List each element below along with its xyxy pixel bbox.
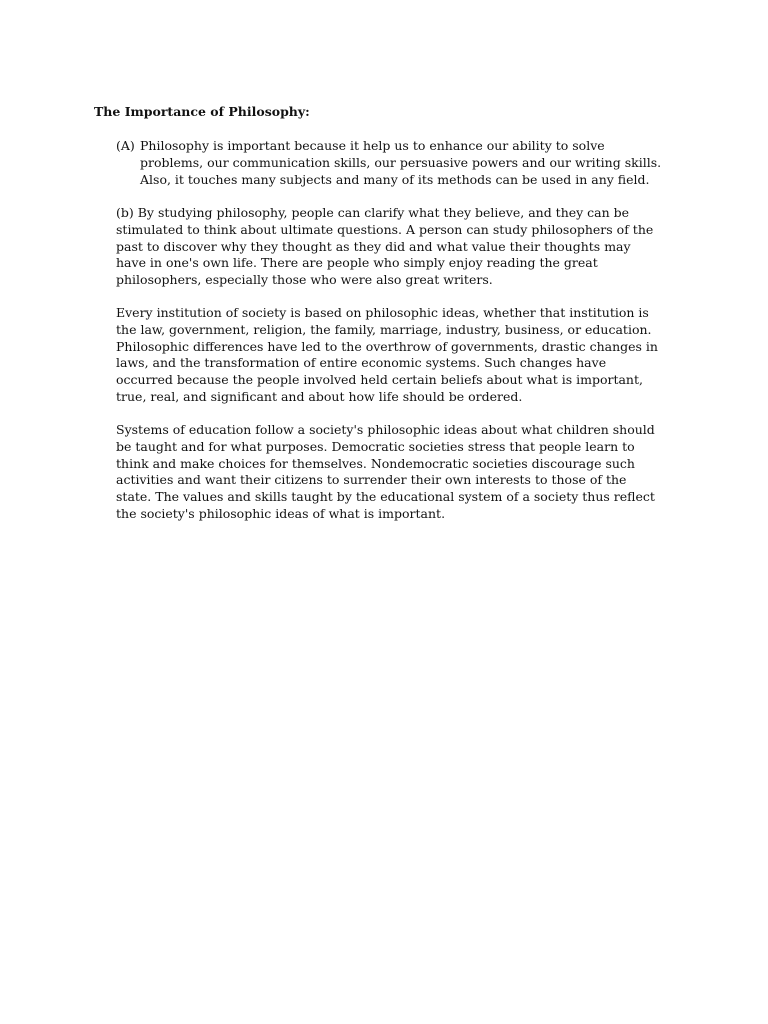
paragraph-institutions: Every institution of society is based on philosophic ideas, whether that institution is the law, government, religion, the family, marriage, industry, business, or education. Philosophic differences have led to the overthrow of governments, drastic changes in laws, and the transformation of entire economic systems. Such changes have occurred because the people involved held certain beliefs about what is important, true, real, and significant and about how life should be ordered. xyxy=(116,305,658,404)
paragraph-b: (b) By studying philosophy, people can clarify what they believe, and they can be stimulated to think about ultimate questions. A person can study philosophers of the past to discover why they thought as they did and what value their thoughts may have in one's own life. There are people who simply enjoy reading the great philosophers, especially those who were also great writers. xyxy=(116,205,654,288)
list-marker-a: (A) xyxy=(116,138,135,153)
list-text-a: Philosophy is important because it help us to enhance our ability to solve problems, our communication skills, our persuasive powers and our writing skills. Also, it touches many subjects and many of its methods can be used in any field. xyxy=(140,138,662,187)
paragraph-education: Systems of education follow a society's philosophic ideas about what children should be taught and for what purposes. Democratic societies stress that people learn to think and make choices for themselves. Nondemocratic societies discourage such activities and want their citizens to surrender their own interests to those of the state. The values and skills taught by the educational system of a society thus reflect the society's philosophic ideas of what is important. xyxy=(116,422,655,521)
document-title: The Importance of Philosophy: xyxy=(94,104,310,119)
list-item-a xyxy=(116,138,664,188)
